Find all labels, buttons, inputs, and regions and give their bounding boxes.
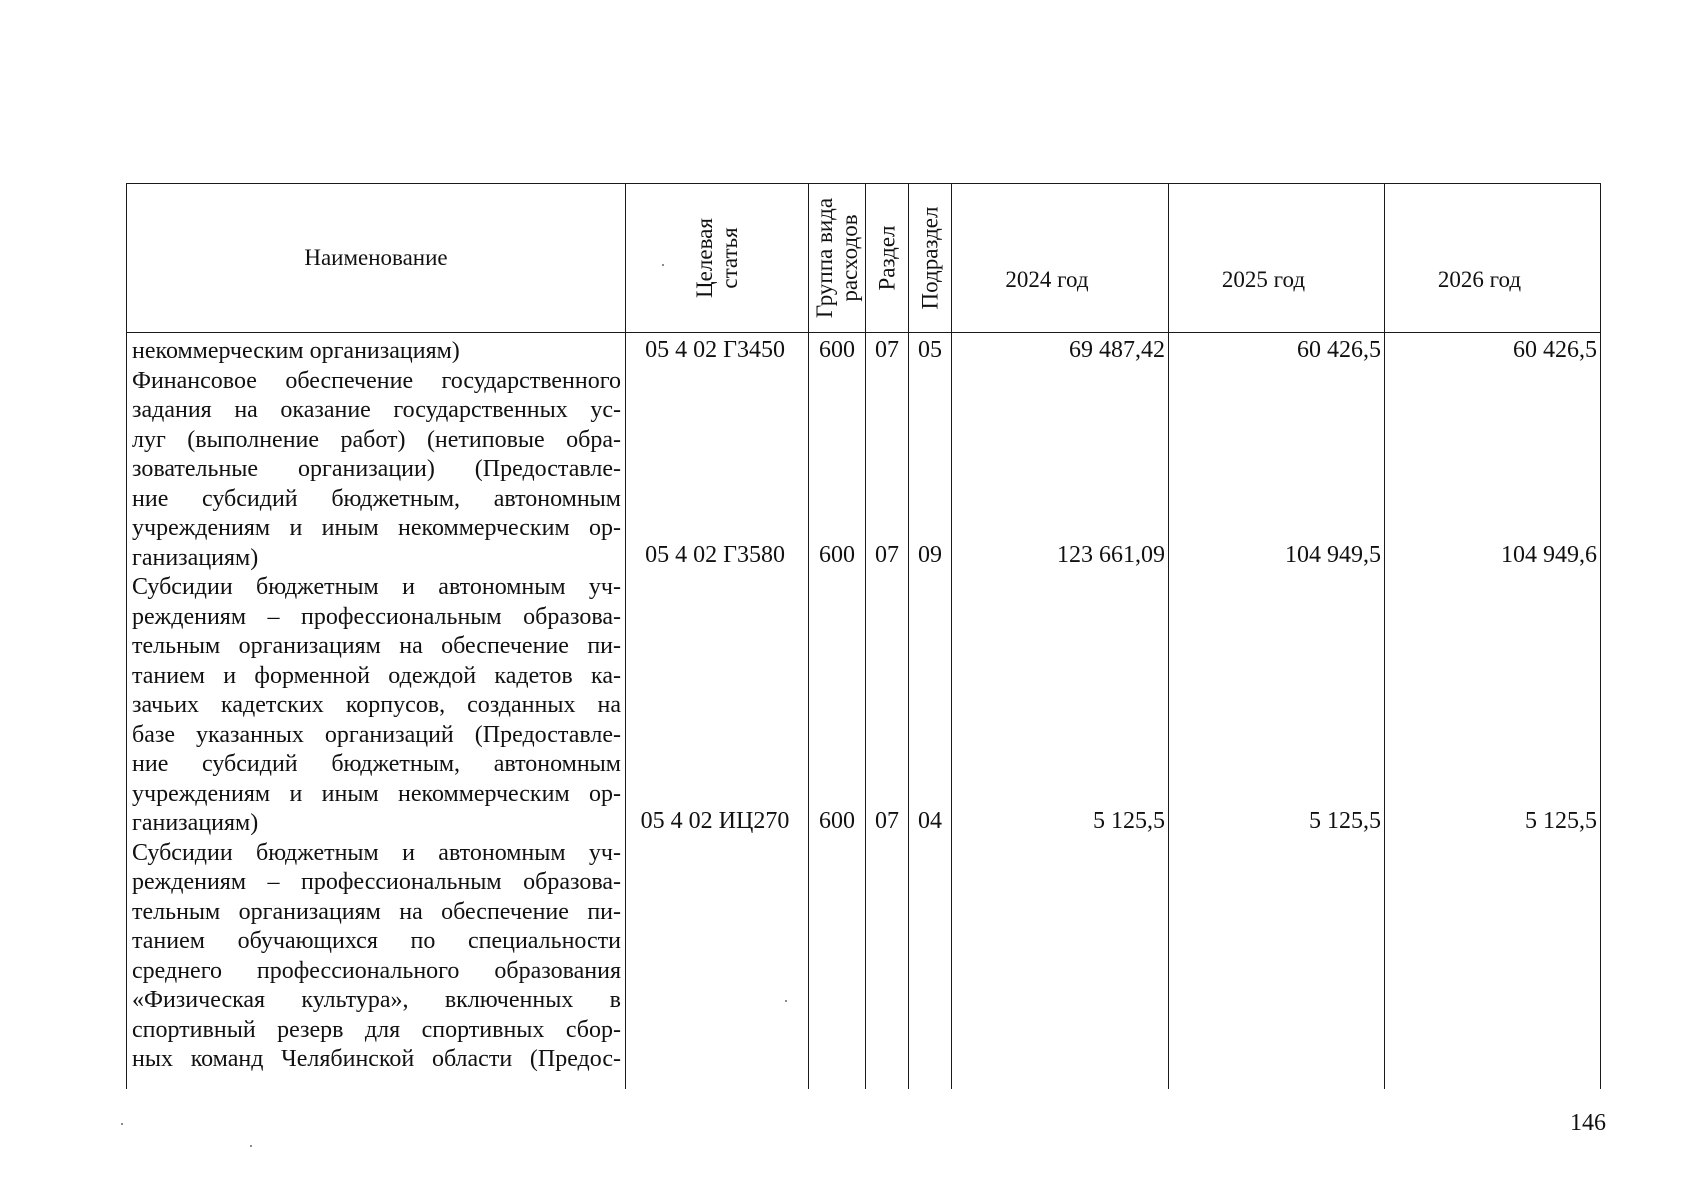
table-body-row bbox=[127, 333, 1601, 1090]
amount-2025-cell bbox=[1169, 333, 1385, 1090]
row-1-2026: 60 426,5 bbox=[1513, 337, 1597, 363]
header-2026: 2026 год bbox=[1385, 184, 1601, 333]
row-3-code: 05 4 02 ИЦ270 bbox=[640, 808, 790, 834]
row-3-section: 07 bbox=[875, 808, 899, 834]
description-line: луг (выполнение работ) (нетиповые обра- bbox=[132, 426, 621, 453]
description-line: реждениям – профессиональным образова- bbox=[132, 603, 621, 630]
amount-2026-cell bbox=[1385, 333, 1601, 1090]
row-2-code: 05 4 02 Г3580 bbox=[645, 542, 785, 568]
scan-speck bbox=[121, 1123, 123, 1125]
row-3-2026: 5 125,5 bbox=[1525, 808, 1597, 834]
description-line: ние субсидий бюджетным, автономным bbox=[132, 485, 621, 512]
section-cell bbox=[866, 333, 909, 1090]
header-2024: 2024 год bbox=[952, 184, 1169, 333]
row-3-2024: 5 125,5 bbox=[1093, 808, 1165, 834]
description-line: среднего профессионального образования bbox=[132, 957, 621, 984]
description-line: ние субсидий бюджетным, автономным bbox=[132, 751, 621, 777]
row-1-code: 05 4 02 Г3450 bbox=[645, 337, 785, 363]
description-line: зовательные организации) (Предоставле- bbox=[132, 456, 621, 482]
header-subsection: Подраздел bbox=[909, 184, 952, 333]
description-cell bbox=[127, 333, 626, 1090]
scan-speck bbox=[250, 1145, 252, 1147]
description-line: зачьих кадетских корпусов, созданных на bbox=[132, 692, 621, 718]
description-line: Субсидии бюджетным и автономным уч- bbox=[132, 839, 621, 866]
description-line: учреждениям и иным некоммерческим ор- bbox=[132, 780, 621, 807]
description-line: Субсидии бюджетным и автономным уч- bbox=[132, 574, 621, 600]
description-line: тельным организациям на обеспечение пи- bbox=[132, 633, 621, 659]
description-line: реждениям – профессиональным образова- bbox=[132, 869, 621, 895]
description-line: базе указанных организаций (Предоставле- bbox=[132, 721, 621, 748]
budget-table bbox=[126, 183, 1601, 1089]
row-2-group: 600 bbox=[819, 542, 855, 568]
header-row bbox=[127, 184, 1601, 333]
description-line: танием и форменной одеждой кадетов ка- bbox=[132, 662, 621, 689]
description-line: ганизациям) bbox=[132, 810, 259, 836]
target-article-cell bbox=[626, 333, 809, 1090]
header-name: Наименование bbox=[127, 184, 626, 333]
row-2-2024: 123 661,09 bbox=[1057, 542, 1165, 568]
row-1-subsection: 05 bbox=[918, 337, 942, 363]
description-line: «Физическая культура», включенных в bbox=[132, 987, 621, 1013]
header-2025: 2025 год bbox=[1169, 184, 1385, 333]
header-expense-group: Группа вида расходов bbox=[809, 184, 866, 333]
row-3-2025: 5 125,5 bbox=[1309, 808, 1381, 834]
description-line: спортивный резерв для спортивных сбор- bbox=[132, 1016, 621, 1043]
row-3-subsection: 04 bbox=[918, 808, 942, 834]
row-2-2026: 104 949,6 bbox=[1501, 542, 1597, 568]
row-1-group: 600 bbox=[819, 337, 855, 363]
description-line: задания на оказание государственных ус- bbox=[132, 397, 621, 423]
row-2-section: 07 bbox=[875, 542, 899, 568]
description-line: танием обучающихся по специальности bbox=[132, 928, 621, 954]
description-line: учреждениям и иным некоммерческим ор- bbox=[132, 515, 621, 541]
description-line: ных команд Челябинской области (Предос- bbox=[132, 1046, 621, 1072]
subsection-cell bbox=[909, 333, 952, 1090]
header-target-article: Целевая статья bbox=[626, 184, 809, 333]
description-line: ганизациям) bbox=[132, 544, 259, 571]
scan-speck bbox=[785, 1000, 787, 1002]
description-line: некоммерческим организациям) bbox=[132, 338, 460, 364]
row-2-subsection: 09 bbox=[918, 542, 942, 568]
row-2-2025: 104 949,5 bbox=[1285, 542, 1381, 568]
description-line: тельным организациям на обеспечение пи- bbox=[132, 898, 621, 925]
header-section: Раздел bbox=[866, 184, 909, 333]
page-number: 146 bbox=[1570, 1110, 1606, 1136]
row-1-section: 07 bbox=[875, 337, 899, 363]
scan-speck bbox=[662, 264, 664, 266]
row-1-2024: 69 487,42 bbox=[1069, 337, 1165, 363]
expense-group-cell bbox=[809, 333, 866, 1090]
description-line: Финансовое обеспечение государственного bbox=[132, 367, 621, 394]
amount-2024-cell bbox=[952, 333, 1169, 1090]
row-1-2025: 60 426,5 bbox=[1297, 337, 1381, 363]
row-3-group: 600 bbox=[819, 808, 855, 834]
